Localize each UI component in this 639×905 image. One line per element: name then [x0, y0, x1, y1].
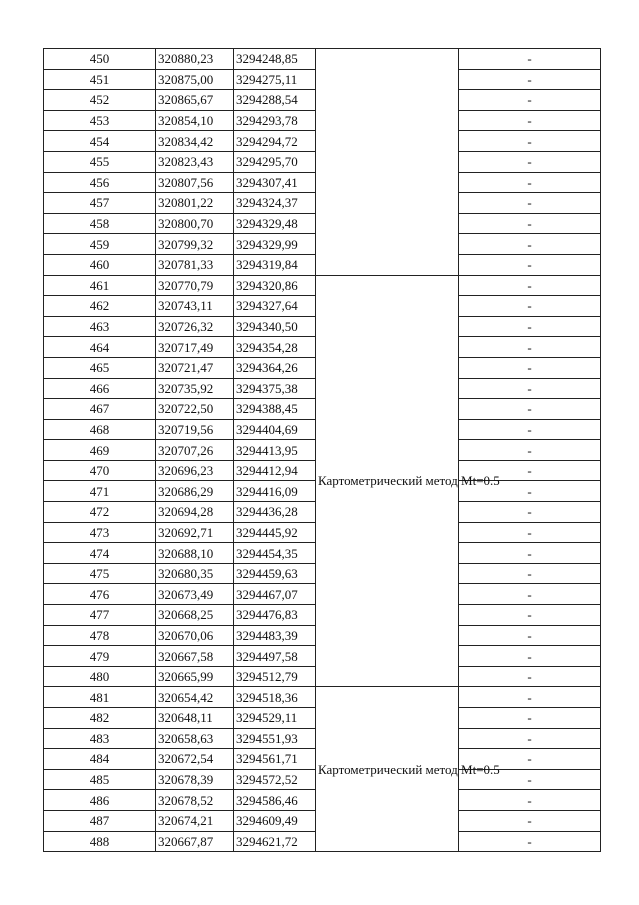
note-dash: -	[459, 543, 601, 564]
note-dash: -	[459, 605, 601, 626]
point-number: 473	[44, 522, 156, 543]
point-number: 477	[44, 605, 156, 626]
x-coordinate: 320854,10	[156, 110, 234, 131]
note-dash: -	[459, 234, 601, 255]
y-coordinate: 3294329,48	[234, 213, 316, 234]
x-coordinate: 320665,99	[156, 666, 234, 687]
x-coordinate: 320686,29	[156, 481, 234, 502]
x-coordinate: 320722,50	[156, 399, 234, 420]
note-dash: -	[459, 131, 601, 152]
table-row	[44, 687, 601, 708]
note-dash: -	[459, 522, 601, 543]
x-coordinate: 320807,56	[156, 172, 234, 193]
x-coordinate: 320721,47	[156, 357, 234, 378]
x-coordinate: 320694,28	[156, 502, 234, 523]
point-number: 478	[44, 625, 156, 646]
note-dash: -	[459, 769, 601, 790]
table-row	[44, 275, 601, 296]
table-row	[44, 49, 601, 70]
note-dash: -	[459, 687, 601, 708]
y-coordinate: 3294288,54	[234, 90, 316, 111]
note-dash: -	[459, 90, 601, 111]
point-number: 451	[44, 69, 156, 90]
x-coordinate: 320688,10	[156, 543, 234, 564]
x-coordinate: 320673,49	[156, 584, 234, 605]
y-coordinate: 3294412,94	[234, 460, 316, 481]
determination-method: Картометрический метод Mt=0.5	[316, 687, 459, 852]
note-dash: -	[459, 337, 601, 358]
x-coordinate: 320654,42	[156, 687, 234, 708]
point-number: 450	[44, 49, 156, 70]
point-number: 475	[44, 563, 156, 584]
point-number: 487	[44, 810, 156, 831]
point-number: 472	[44, 502, 156, 523]
point-number: 469	[44, 440, 156, 461]
y-coordinate: 3294354,28	[234, 337, 316, 358]
x-coordinate: 320692,71	[156, 522, 234, 543]
note-dash: -	[459, 357, 601, 378]
x-coordinate: 320801,22	[156, 193, 234, 214]
y-coordinate: 3294483,39	[234, 625, 316, 646]
point-number: 486	[44, 790, 156, 811]
x-coordinate: 320667,58	[156, 646, 234, 667]
point-number: 485	[44, 769, 156, 790]
y-coordinate: 3294294,72	[234, 131, 316, 152]
x-coordinate: 320674,21	[156, 810, 234, 831]
x-coordinate: 320726,32	[156, 316, 234, 337]
note-dash: -	[459, 749, 601, 770]
note-dash: -	[459, 172, 601, 193]
note-dash: -	[459, 151, 601, 172]
note-dash: -	[459, 440, 601, 461]
point-number: 458	[44, 213, 156, 234]
y-coordinate: 3294416,09	[234, 481, 316, 502]
determination-method	[316, 49, 459, 276]
point-number: 452	[44, 90, 156, 111]
y-coordinate: 3294295,70	[234, 151, 316, 172]
y-coordinate: 3294324,37	[234, 193, 316, 214]
note-dash: -	[459, 831, 601, 852]
y-coordinate: 3294340,50	[234, 316, 316, 337]
point-number: 453	[44, 110, 156, 131]
point-number: 466	[44, 378, 156, 399]
x-coordinate: 320735,92	[156, 378, 234, 399]
point-number: 480	[44, 666, 156, 687]
point-number: 459	[44, 234, 156, 255]
point-number: 462	[44, 296, 156, 317]
y-coordinate: 3294454,35	[234, 543, 316, 564]
y-coordinate: 3294572,52	[234, 769, 316, 790]
point-number: 483	[44, 728, 156, 749]
point-number: 484	[44, 749, 156, 770]
note-dash: -	[459, 481, 601, 502]
y-coordinate: 3294459,63	[234, 563, 316, 584]
y-coordinate: 3294388,45	[234, 399, 316, 420]
y-coordinate: 3294436,28	[234, 502, 316, 523]
note-dash: -	[459, 708, 601, 729]
note-dash: -	[459, 49, 601, 70]
x-coordinate: 320834,42	[156, 131, 234, 152]
x-coordinate: 320678,39	[156, 769, 234, 790]
coordinates-table-body	[44, 49, 601, 852]
note-dash: -	[459, 728, 601, 749]
y-coordinate: 3294586,46	[234, 790, 316, 811]
x-coordinate: 320770,79	[156, 275, 234, 296]
note-dash: -	[459, 213, 601, 234]
point-number: 463	[44, 316, 156, 337]
point-number: 474	[44, 543, 156, 564]
y-coordinate: 3294248,85	[234, 49, 316, 70]
y-coordinate: 3294529,11	[234, 708, 316, 729]
point-number: 482	[44, 708, 156, 729]
point-number: 470	[44, 460, 156, 481]
note-dash: -	[459, 584, 601, 605]
x-coordinate: 320799,32	[156, 234, 234, 255]
y-coordinate: 3294404,69	[234, 419, 316, 440]
y-coordinate: 3294561,71	[234, 749, 316, 770]
y-coordinate: 3294329,99	[234, 234, 316, 255]
y-coordinate: 3294497,58	[234, 646, 316, 667]
note-dash: -	[459, 502, 601, 523]
note-dash: -	[459, 563, 601, 584]
note-dash: -	[459, 193, 601, 214]
point-number: 454	[44, 131, 156, 152]
y-coordinate: 3294364,26	[234, 357, 316, 378]
x-coordinate: 320678,52	[156, 790, 234, 811]
note-dash: -	[459, 625, 601, 646]
y-coordinate: 3294275,11	[234, 69, 316, 90]
y-coordinate: 3294445,92	[234, 522, 316, 543]
x-coordinate: 320672,54	[156, 749, 234, 770]
y-coordinate: 3294476,83	[234, 605, 316, 626]
note-dash: -	[459, 378, 601, 399]
x-coordinate: 320865,67	[156, 90, 234, 111]
y-coordinate: 3294413,95	[234, 440, 316, 461]
point-number: 465	[44, 357, 156, 378]
note-dash: -	[459, 69, 601, 90]
x-coordinate: 320668,25	[156, 605, 234, 626]
x-coordinate: 320670,06	[156, 625, 234, 646]
point-number: 464	[44, 337, 156, 358]
note-dash: -	[459, 666, 601, 687]
determination-method: Картометрический метод Mt=0.5	[316, 275, 459, 687]
note-dash: -	[459, 460, 601, 481]
y-coordinate: 3294375,38	[234, 378, 316, 399]
point-number: 476	[44, 584, 156, 605]
point-number: 461	[44, 275, 156, 296]
x-coordinate: 320719,56	[156, 419, 234, 440]
x-coordinate: 320648,11	[156, 708, 234, 729]
note-dash: -	[459, 790, 601, 811]
y-coordinate: 3294518,36	[234, 687, 316, 708]
point-number: 488	[44, 831, 156, 852]
point-number: 481	[44, 687, 156, 708]
point-number: 471	[44, 481, 156, 502]
x-coordinate: 320823,43	[156, 151, 234, 172]
x-coordinate: 320875,00	[156, 69, 234, 90]
coordinates-table	[43, 48, 601, 852]
note-dash: -	[459, 810, 601, 831]
y-coordinate: 3294307,41	[234, 172, 316, 193]
y-coordinate: 3294621,72	[234, 831, 316, 852]
note-dash: -	[459, 646, 601, 667]
point-number: 467	[44, 399, 156, 420]
point-number: 460	[44, 254, 156, 275]
y-coordinate: 3294327,64	[234, 296, 316, 317]
point-number: 479	[44, 646, 156, 667]
note-dash: -	[459, 254, 601, 275]
note-dash: -	[459, 399, 601, 420]
point-number: 457	[44, 193, 156, 214]
x-coordinate: 320880,23	[156, 49, 234, 70]
x-coordinate: 320707,26	[156, 440, 234, 461]
x-coordinate: 320781,33	[156, 254, 234, 275]
note-dash: -	[459, 296, 601, 317]
point-number: 456	[44, 172, 156, 193]
x-coordinate: 320696,23	[156, 460, 234, 481]
note-dash: -	[459, 419, 601, 440]
note-dash: -	[459, 275, 601, 296]
y-coordinate: 3294609,49	[234, 810, 316, 831]
x-coordinate: 320717,49	[156, 337, 234, 358]
x-coordinate: 320743,11	[156, 296, 234, 317]
y-coordinate: 3294320,86	[234, 275, 316, 296]
y-coordinate: 3294319,84	[234, 254, 316, 275]
x-coordinate: 320667,87	[156, 831, 234, 852]
x-coordinate: 320680,35	[156, 563, 234, 584]
y-coordinate: 3294551,93	[234, 728, 316, 749]
y-coordinate: 3294512,79	[234, 666, 316, 687]
point-number: 455	[44, 151, 156, 172]
x-coordinate: 320658,63	[156, 728, 234, 749]
y-coordinate: 3294467,07	[234, 584, 316, 605]
note-dash: -	[459, 316, 601, 337]
x-coordinate: 320800,70	[156, 213, 234, 234]
point-number: 468	[44, 419, 156, 440]
note-dash: -	[459, 110, 601, 131]
y-coordinate: 3294293,78	[234, 110, 316, 131]
